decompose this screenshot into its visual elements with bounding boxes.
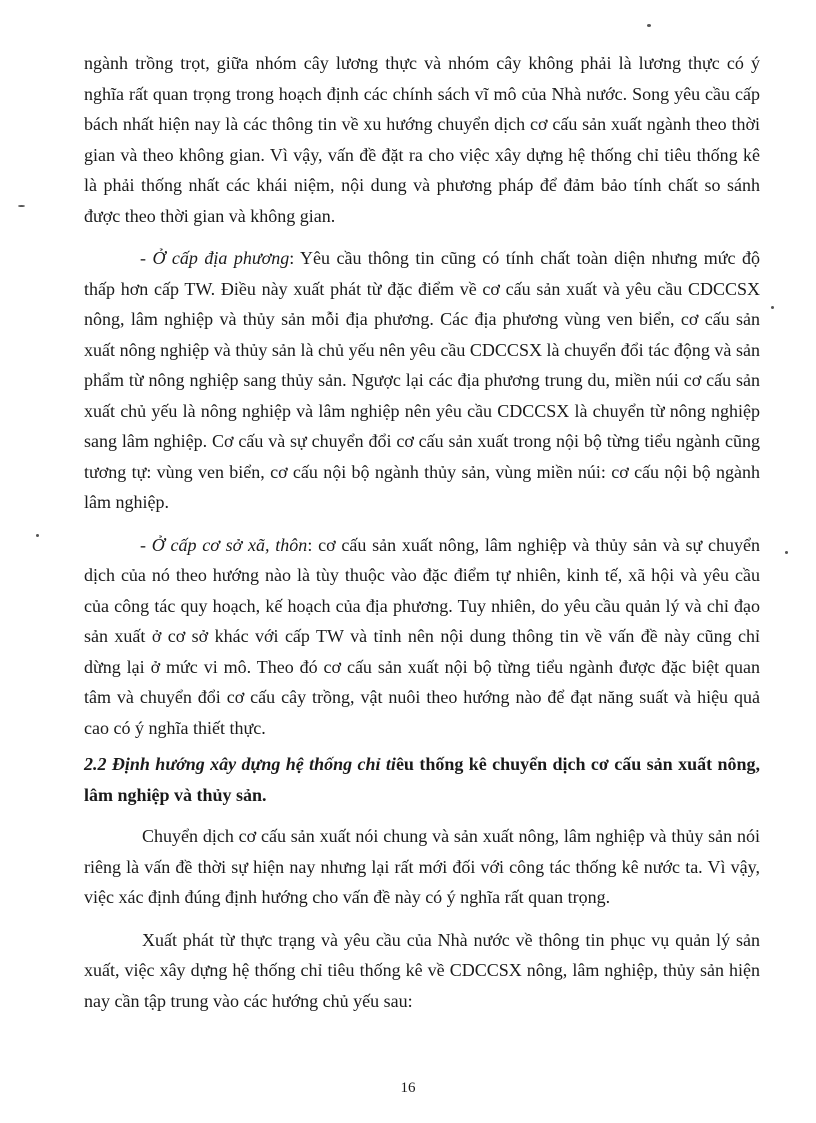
section-heading-rest: êu thống kê chuyển dịch cơ cấu sản xuất nông, lâm nghiệp và thủy sản. (84, 754, 760, 805)
local-level-lead: - Ở cấp địa phương (140, 248, 290, 268)
commune-level-lead: - Ở cấp cơ sở xã, thôn (140, 534, 308, 555)
paragraph-local-level (84, 243, 760, 518)
section-heading-italic: 2.2 Định hướng xây dựng hệ thống chỉ ti (84, 754, 396, 774)
scan-speck (785, 551, 788, 554)
scan-speck (647, 24, 651, 27)
page-body (84, 48, 760, 1016)
scan-speck (36, 534, 39, 537)
paragraph-1: ngành trồng trọt, giữa nhóm cây lương thực và nhóm cây không phải là lương thực có ý nghĩa rất quan trọng trong hoạch định các chính sách vĩ mô của Nhà nước. Song yêu cầu cấp bách nhất hiện nay là các thông tin về xu hướng chuyển dịch cơ cấu sản xuất ngành theo thời gian và theo không gian. Vì vậy, vấn đề đặt ra cho việc xây dựng hệ thống chỉ tiêu thống kê là phải thống nhất các khái niệm, nội dung và phương pháp để đảm bảo tính chất so sánh được theo thời gian và không gian. (84, 53, 760, 226)
scan-speck (18, 205, 25, 207)
local-level-body: : Yêu cầu thông tin cũng có tính chất toàn diện nhưng mức độ thấp hơn cấp TW. Điều này xuất phát từ đặc điểm về cơ cấu sản xuất và yêu cầu CDCCSX nông, lâm nghiệp và thủy sản mỗi địa phương. Các địa phương vùng ven biển, cơ cấu sản xuất nông nghiệp và thủy sản là chủ yếu nên yêu cầu CDCCSX là chuyển đổi tác động và sản phẩm từ nông nghiệp sang thủy sản. Ngược lại các địa phương trung du, miền núi cơ cấu sản xuất chủ yếu là nông nghiệp và lâm nghiệp nên yêu cầu CDCCSX là chuyển từ nông nghiệp sang lâm nghiệp. Cơ cấu và sự chuyển đổi cơ cấu sản xuất trong nội bộ từng tiểu ngành cũng tương tự: vùng ven biển, cơ cấu nội bộ ngành thủy sản, vùng miền núi: cơ cấu nội bộ ngành lâm nghiệp. (84, 248, 760, 512)
paragraph-commune-level (84, 530, 760, 744)
section-heading-2-2 (84, 749, 760, 811)
paragraph-4: Chuyển dịch cơ cấu sản xuất nói chung và sản xuất nông, lâm nghiệp và thủy sản nói riêng là vấn đề thời sự hiện nay nhưng lại rất mới đối với công tác thống kê nước ta. Vì vậy, việc xác định đúng định hướng cho vấn đề này có ý nghĩa rất quan trọng. (84, 826, 760, 907)
scan-speck (771, 306, 774, 309)
commune-level-body: : cơ cấu sản xuất nông, lâm nghiệp và thủy sản và sự chuyển dịch của nó theo hướng nào là tùy thuộc vào đặc điểm tự nhiên, kinh tế, xã hội và yêu cầu của công tác quy hoạch, kế hoạch của địa phương. Tuy nhiên, do yêu cầu quản lý và chỉ đạo sản xuất ở cơ sở khác với cấp TW và tỉnh nên nội dung thông tin về vấn đề này cũng chỉ dừng lại ở mức vi mô. Theo đó cơ cấu sản xuất nội bộ từng tiểu ngành được đặc biệt quan tâm và chuyển đổi cơ cấu cây trồng, vật nuôi theo hướng nào để đạt năng suất và hiệu quả cao có ý nghĩa thiết thực. (84, 534, 760, 738)
paragraph-5: Xuất phát từ thực trạng và yêu cầu của Nhà nước về thông tin phục vụ quản lý sản xuất, việc xây dựng hệ thống chỉ tiêu thống kê về CDCCSX nông, lâm nghiệp, thủy sản hiện nay cần tập trung vào các hướng chủ yếu sau: (84, 929, 760, 1011)
page-number: 16 (400, 1080, 416, 1096)
